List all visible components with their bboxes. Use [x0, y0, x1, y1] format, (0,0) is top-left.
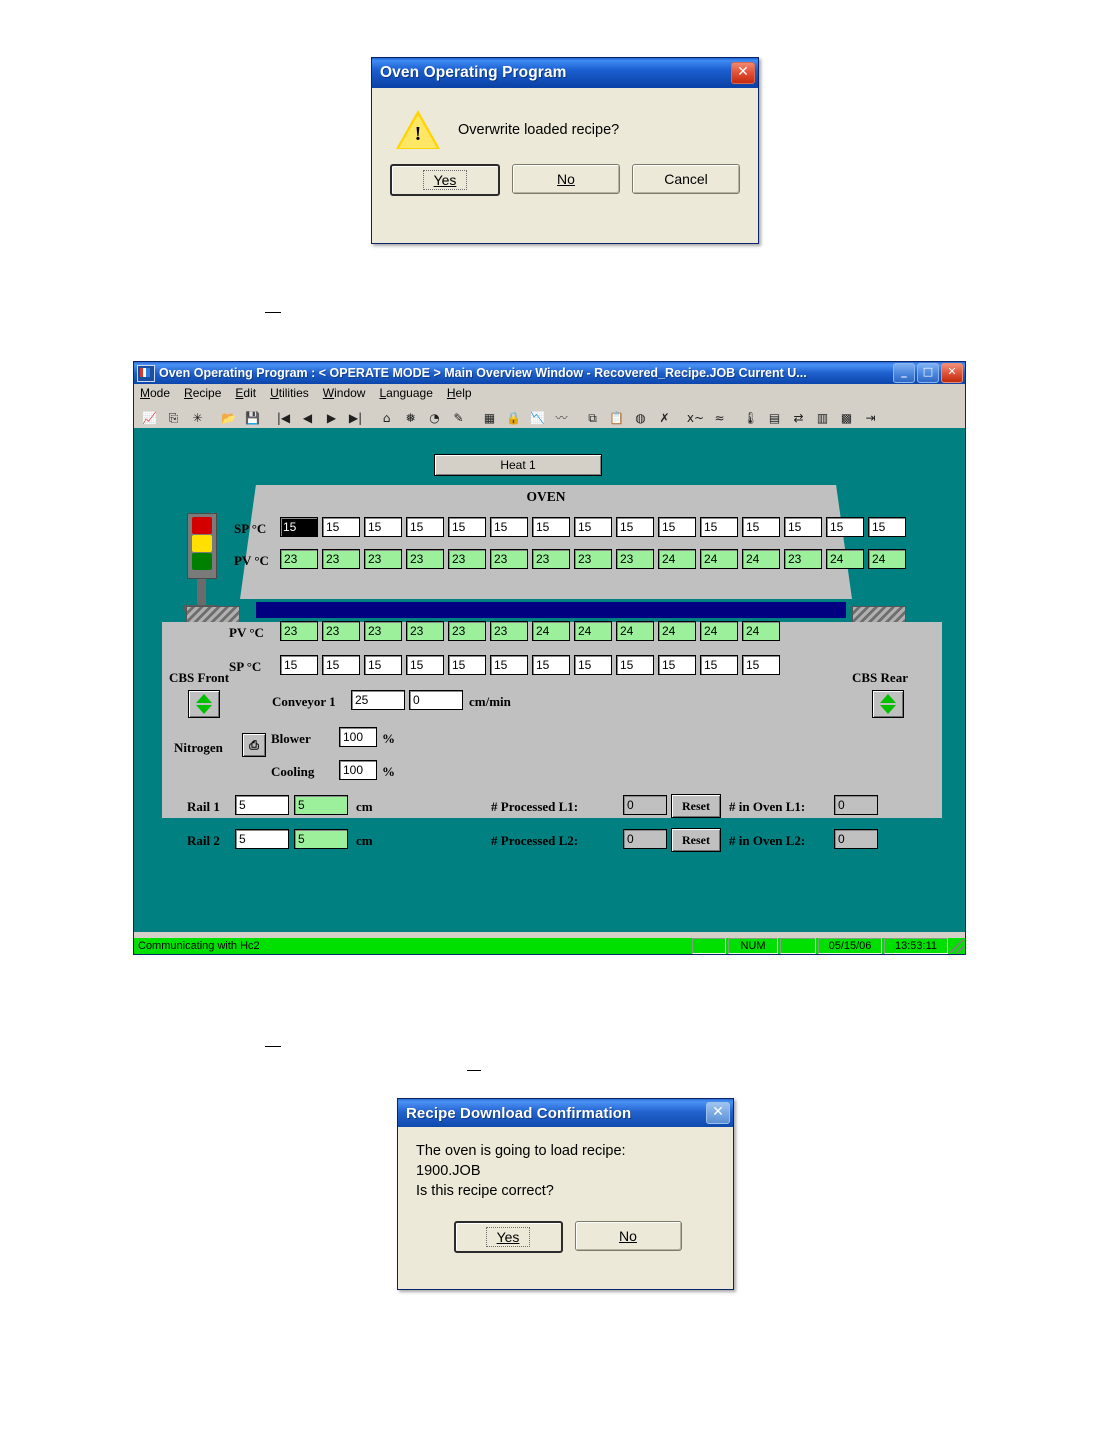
status-indicator: [692, 938, 726, 954]
oven-pv-cell: 23: [280, 549, 318, 569]
conveyor-setpoint-field[interactable]: 25: [351, 690, 405, 710]
yes-button-label: Yes: [433, 172, 457, 188]
light-box: [187, 513, 217, 579]
cbs-sp-cell[interactable]: 15: [322, 655, 360, 675]
menu-item-help[interactable]: Help: [446, 386, 472, 400]
no-button-label: No: [619, 1228, 637, 1244]
trend-icon[interactable]: ≈: [708, 407, 731, 430]
status-num: NUM: [728, 938, 778, 954]
cbs-pv-row: [280, 621, 780, 641]
prev-record-icon[interactable]: ◀: [296, 407, 319, 430]
dialog-titlebar: [372, 58, 758, 88]
settings-gear-icon[interactable]: ✳: [186, 407, 209, 430]
paste-icon[interactable]: 📋: [605, 407, 628, 430]
conveyor-actual-field: 0: [409, 690, 463, 710]
oven-sp-row: [280, 517, 906, 537]
cooling-label: Cooling: [271, 764, 315, 779]
oven-pv-cell: 23: [364, 549, 402, 569]
oven-pv-cell: 24: [700, 549, 738, 569]
close-icon[interactable]: ✕: [706, 1102, 730, 1124]
cooling-percent-label: %: [382, 764, 395, 779]
link-icon[interactable]: ⇄: [787, 407, 810, 430]
dialog-buttons: [384, 160, 746, 200]
thermometer-icon[interactable]: 🌡: [739, 407, 762, 430]
cbs-sp-cell[interactable]: 15: [280, 655, 318, 675]
app-title: Oven Operating Program : < OPERATE MODE > Main Overview Window - Recovered_Recipe.JOB Current U...: [159, 366, 807, 380]
last-record-icon[interactable]: ▶|: [344, 407, 367, 430]
oven-pv-row: [280, 549, 906, 569]
oven-sp-cell[interactable]: 15: [868, 517, 906, 537]
no-button[interactable]: [575, 1221, 682, 1251]
dialog-buttons: [416, 1217, 719, 1257]
cbs-pv-cell: 24: [616, 621, 654, 641]
cbs-front-control[interactable]: [188, 690, 220, 718]
dialog-title: Oven Operating Program: [380, 64, 567, 81]
resize-grip[interactable]: [950, 939, 964, 953]
maximize-icon[interactable]: □: [917, 363, 939, 383]
oven-sp-cell[interactable]: 15: [826, 517, 864, 537]
oven-sp-cell[interactable]: 15: [574, 517, 612, 537]
lock-icon[interactable]: 🔒: [502, 407, 525, 430]
app-icon: [137, 365, 155, 382]
exit-icon[interactable]: ⇥: [859, 407, 882, 430]
rail2-setpoint-field[interactable]: 5: [235, 829, 289, 849]
in-oven-l1-field: 0: [834, 795, 878, 815]
oven-sp-cell[interactable]: 15: [280, 517, 318, 537]
cbs-sp-cell[interactable]: 15: [616, 655, 654, 675]
oven-sp-cell[interactable]: 15: [406, 517, 444, 537]
cbs-pv-cell: 24: [574, 621, 612, 641]
main-overview-canvas: [134, 428, 965, 932]
menu-item-mode[interactable]: Mode: [140, 386, 171, 400]
overwrite-recipe-dialog: [371, 57, 759, 244]
oven-sp-cell[interactable]: 15: [700, 517, 738, 537]
warning-icon: !: [396, 110, 440, 150]
recipe-download-dialog: [397, 1098, 734, 1290]
cbs-pv-cell: 23: [280, 621, 318, 641]
nitrogen-button[interactable]: ⎙: [242, 733, 266, 757]
menu-item-edit[interactable]: Edit: [235, 386, 257, 400]
rail2-units-label: cm: [356, 833, 373, 848]
oven-pv-cell: 24: [742, 549, 780, 569]
cbs-pv-cell: 23: [448, 621, 486, 641]
page-mark-2: [265, 1046, 281, 1047]
close-icon[interactable]: ✕: [731, 62, 755, 84]
close-icon[interactable]: ✕: [941, 363, 963, 383]
open-folder-icon[interactable]: 📂: [217, 407, 240, 430]
rail1-setpoint-field[interactable]: 5: [235, 795, 289, 815]
cbs-sp-cell[interactable]: 15: [532, 655, 570, 675]
oven-icon[interactable]: ▤: [763, 407, 786, 430]
dialog-message-line2: 1900.JOB: [416, 1163, 481, 1179]
conveyor-units-label: cm/min: [469, 694, 511, 709]
cbs-pv-cell: 24: [700, 621, 738, 641]
dialog-message-line3: Is this recipe correct?: [416, 1183, 554, 1199]
oven-pv-cell: 23: [616, 549, 654, 569]
app-titlebar: [134, 362, 965, 384]
save-disk-icon[interactable]: 💾: [241, 407, 264, 430]
rail1-units-label: cm: [356, 799, 373, 814]
status-date: 05/15/06: [818, 938, 882, 954]
cbs-pv-cell: 24: [658, 621, 696, 641]
cancel-button[interactable]: [632, 164, 740, 194]
in-oven-l2-label: # in Oven L2:: [729, 833, 806, 848]
report-icon[interactable]: ▩: [835, 407, 858, 430]
cbs-sp-cell[interactable]: 15: [658, 655, 696, 675]
yellow-lamp: [192, 535, 212, 552]
window-system-buttons: [893, 363, 963, 383]
oven-sp-cell[interactable]: 15: [616, 517, 654, 537]
lower-chamber: [162, 622, 942, 818]
oven-pv-cell: 23: [406, 549, 444, 569]
yes-button[interactable]: [390, 164, 500, 196]
conveyor-label: Conveyor 1: [272, 694, 336, 709]
oven-label: OVEN: [526, 489, 566, 504]
stamp-icon[interactable]: ◍: [629, 407, 652, 430]
status-bar: [134, 938, 965, 954]
yes-button[interactable]: [454, 1221, 563, 1253]
cbs-pv-cell: 23: [322, 621, 360, 641]
oven-pv-cell: 23: [784, 549, 822, 569]
oven-upper-body: [240, 485, 852, 599]
oven-pv-cell: 23: [490, 549, 528, 569]
oven-sp-cell[interactable]: 15: [448, 517, 486, 537]
oven-sp-cell[interactable]: 15: [364, 517, 402, 537]
cooling-field[interactable]: 100: [339, 760, 377, 780]
profile-icon[interactable]: ❅: [399, 407, 422, 430]
dialog-message-line1: The oven is going to load recipe:: [416, 1143, 626, 1159]
cbs-sp-cell[interactable]: 15: [364, 655, 402, 675]
page-mark-3: [467, 1070, 481, 1071]
dialog-message: Overwrite loaded recipe?: [458, 122, 620, 138]
cbs-sp-cell[interactable]: 15: [574, 655, 612, 675]
minimize-icon[interactable]: _: [893, 363, 915, 383]
oven-pv-cell: 23: [448, 549, 486, 569]
menu-item-utilities[interactable]: Utilities: [270, 386, 309, 400]
cbs-pv-cell: 23: [364, 621, 402, 641]
oven-sp-cell[interactable]: 15: [658, 517, 696, 537]
oven-sp-cell[interactable]: 15: [490, 517, 528, 537]
cbs-sp-cell[interactable]: 15: [448, 655, 486, 675]
cbs-rear-control[interactable]: [872, 690, 904, 718]
dialog-title: Recipe Download Confirmation: [406, 1104, 632, 1122]
oven-sp-cell[interactable]: 15: [532, 517, 570, 537]
dialog-body: [372, 88, 758, 210]
status-time: 13:53:11: [884, 938, 948, 954]
table-icon[interactable]: ▥: [811, 407, 834, 430]
cbs-pv-cell: 24: [532, 621, 570, 641]
cbs-sp-label: SP °C: [229, 659, 262, 674]
status-light-tower: [184, 513, 218, 615]
no-button-label: No: [557, 171, 575, 187]
clock-icon[interactable]: ◔: [423, 407, 446, 430]
red-lamp: [192, 517, 212, 534]
export-icon[interactable]: ⎘: [162, 407, 185, 430]
oven-sp-cell[interactable]: 15: [742, 517, 780, 537]
cbs-sp-cell[interactable]: 15: [742, 655, 780, 675]
dialog-body: [398, 1127, 733, 1265]
delete-icon[interactable]: ✗: [653, 407, 676, 430]
green-lamp: [192, 553, 212, 570]
pencil-icon[interactable]: ✎: [447, 407, 470, 430]
cbs-pv-label: PV °C: [229, 625, 264, 640]
cbs-sp-row: [280, 655, 780, 675]
yes-button-label: Yes: [496, 1229, 520, 1245]
oven-sp-label: SP °C: [234, 521, 267, 536]
processed-l1-label: # Processed L1:: [491, 799, 579, 814]
next-record-icon[interactable]: ▶: [320, 407, 343, 430]
copy-icon[interactable]: ⧉: [581, 407, 604, 430]
processed-l1-field: 0: [623, 795, 667, 815]
rail2-label: Rail 2: [187, 833, 220, 848]
menu-item-language[interactable]: Language: [379, 386, 433, 400]
blower-field[interactable]: 100: [339, 727, 377, 747]
light-pole: [197, 579, 206, 605]
cancel-button-label: Cancel: [664, 171, 708, 187]
menubar: [134, 384, 965, 403]
cbs-pv-cell: 23: [406, 621, 444, 641]
oven-sp-cell[interactable]: 15: [322, 517, 360, 537]
status-message: Communicating with Hc2: [138, 940, 260, 952]
rail1-actual-field: 5: [294, 795, 348, 815]
no-button[interactable]: [512, 164, 620, 194]
cbs-pv-cell: 24: [742, 621, 780, 641]
rail1-label: Rail 1: [187, 799, 220, 814]
page-mark-1: [265, 312, 281, 313]
blower-label: Blower: [271, 731, 311, 746]
oven-pv-cell: 23: [322, 549, 360, 569]
conveyor-belt: [256, 602, 846, 618]
status-spacer: [780, 938, 816, 954]
processed-l2-label: # Processed L2:: [491, 833, 579, 848]
oven-pv-cell: 23: [532, 549, 570, 569]
reset-l2-button[interactable]: Reset: [671, 828, 721, 852]
first-record-icon[interactable]: |◀: [272, 407, 295, 430]
xy-icon[interactable]: x~: [684, 407, 707, 430]
processed-l2-field: 0: [623, 829, 667, 849]
oven-operating-program-window: [133, 361, 966, 955]
cbs-pv-cell: 23: [490, 621, 528, 641]
dialog-message-row: [384, 102, 746, 160]
cbs-front-label: CBS Front: [169, 670, 230, 685]
oven-pv-cell: 23: [574, 549, 612, 569]
oven-sp-cell[interactable]: 15: [784, 517, 822, 537]
bell-icon[interactable]: ⌂: [375, 407, 398, 430]
oven-pv-cell: 24: [868, 549, 906, 569]
dialog-titlebar: [398, 1099, 733, 1127]
oven-pv-label: PV °C: [234, 553, 269, 568]
reset-l1-button[interactable]: Reset: [671, 794, 721, 818]
wave-icon[interactable]: 〰: [550, 407, 573, 430]
oven-pv-cell: 24: [658, 549, 696, 569]
grid-icon[interactable]: ▦: [478, 407, 501, 430]
in-oven-l2-field: 0: [834, 829, 878, 849]
dialog-message: [416, 1141, 719, 1217]
menu-item-recipe[interactable]: Recipe: [184, 386, 222, 400]
heat-title[interactable]: Heat 1: [434, 454, 602, 476]
cbs-sp-cell[interactable]: 15: [700, 655, 738, 675]
cbs-sp-cell[interactable]: 15: [406, 655, 444, 675]
chart-edit-icon[interactable]: 📉: [526, 407, 549, 430]
cbs-sp-cell[interactable]: 15: [490, 655, 528, 675]
blower-percent-label: %: [382, 731, 395, 746]
cbs-rear-label: CBS Rear: [852, 670, 908, 685]
in-oven-l1-label: # in Oven L1:: [729, 799, 806, 814]
oven-pv-cell: 24: [826, 549, 864, 569]
chart-icon[interactable]: 📈: [138, 407, 161, 430]
rail2-actual-field: 5: [294, 829, 348, 849]
nitrogen-label: Nitrogen: [174, 740, 223, 755]
menu-item-window[interactable]: Window: [322, 386, 366, 400]
